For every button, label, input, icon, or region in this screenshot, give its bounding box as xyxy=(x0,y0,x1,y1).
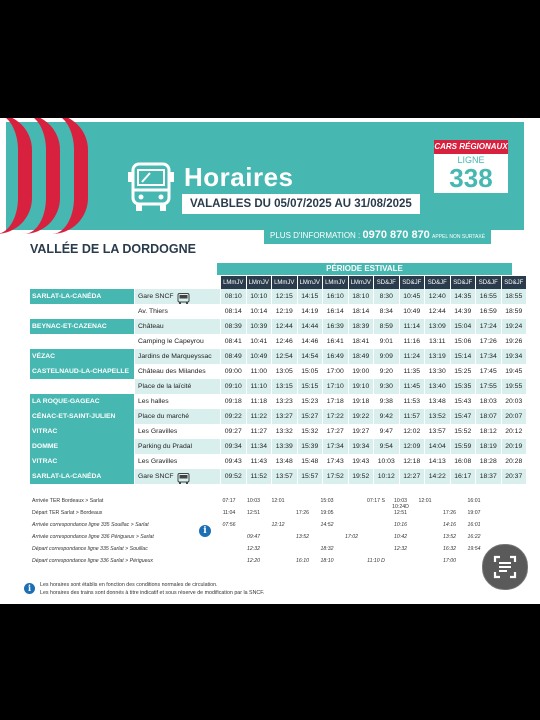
time-cell: 16:10 xyxy=(323,289,349,304)
time-cell: 15:43 xyxy=(450,394,476,409)
time-cell: 10:03 xyxy=(374,454,400,469)
table-row xyxy=(30,289,526,304)
info-icon: i xyxy=(199,525,211,537)
validity-mid: AU xyxy=(331,198,355,210)
time-cell: 11:00 xyxy=(246,364,272,379)
stop-cell xyxy=(135,454,221,469)
info-note: APPEL NON SURTAXÉ xyxy=(432,234,486,240)
time-cell: 18:49 xyxy=(348,349,374,364)
time-cell: 15:59 xyxy=(450,439,476,454)
time-cell: 19:45 xyxy=(501,364,526,379)
time-cell: 18:10 xyxy=(348,289,374,304)
connection-time: 09:47 xyxy=(247,534,260,540)
connection-time: 12:01 xyxy=(271,498,285,504)
time-cell: 13:52 xyxy=(425,409,451,424)
table-row xyxy=(30,364,526,379)
connection-time: 19:05 xyxy=(320,510,334,516)
stop-cell xyxy=(135,334,221,349)
time-cell: 15:39 xyxy=(297,439,323,454)
connection-time: 07:56 xyxy=(222,522,236,528)
time-cell: 17:34 xyxy=(476,349,502,364)
time-cell: 08:14 xyxy=(221,304,247,319)
time-cell: 17:43 xyxy=(323,454,349,469)
connection-time: 12:01 xyxy=(418,498,432,504)
connection-time: 16:01 xyxy=(467,522,481,528)
time-cell: 13:48 xyxy=(425,394,451,409)
connection-time: 17:26 xyxy=(443,510,456,516)
day-header: SD&JF xyxy=(450,276,476,289)
day-header: LMmJV xyxy=(323,276,349,289)
time-cell: 13:32 xyxy=(272,424,298,439)
time-cell: 19:34 xyxy=(348,439,374,454)
connection-time: 15:03 xyxy=(320,498,334,504)
time-cell: 11:14 xyxy=(399,319,425,334)
time-cell: 13:11 xyxy=(425,334,451,349)
stop-name: Parking du Pradal xyxy=(138,443,193,450)
city-label-empty xyxy=(30,304,135,319)
note-line: Les horaires sont établis en fonction des conditions normales de circulation. xyxy=(40,582,218,588)
connection-label: Départ correspondance ligne 335 Sarlat > Souillac xyxy=(32,546,148,552)
time-cell: 15:23 xyxy=(297,394,323,409)
time-cell: 11:27 xyxy=(246,424,272,439)
day-header: SD&JF xyxy=(476,276,502,289)
period-header: PÉRIODE ESTIVALE xyxy=(217,263,512,275)
connection-time: 10:42 xyxy=(394,534,407,540)
connection-time: 10:16 xyxy=(394,522,407,528)
time-cell: 15:15 xyxy=(297,379,323,394)
time-cell: 11:57 xyxy=(399,409,425,424)
time-cell: 15:25 xyxy=(450,364,476,379)
time-cell: 8:30 xyxy=(374,289,400,304)
time-cell: 16:49 xyxy=(323,349,349,364)
time-cell: 9:30 xyxy=(374,379,400,394)
time-cell: 09:43 xyxy=(221,454,247,469)
time-cell: 11:16 xyxy=(399,334,425,349)
connection-time: 18:32 xyxy=(320,546,334,552)
time-cell: 12:44 xyxy=(272,319,298,334)
time-cell: 17:45 xyxy=(476,364,502,379)
connection-time: 12:51 xyxy=(394,510,407,516)
cars-regionaux-label: CARS RÉGIONAUX xyxy=(434,140,508,154)
time-cell: 14:39 xyxy=(450,304,476,319)
table-row xyxy=(30,409,526,424)
connection-time: 11:04 xyxy=(222,510,236,516)
time-cell: 10:41 xyxy=(246,334,272,349)
connection-time: 17:26 xyxy=(296,510,309,516)
stop-name: Château des Milandes xyxy=(138,368,206,375)
time-cell: 13:39 xyxy=(272,439,298,454)
time-cell: 17:24 xyxy=(476,319,502,334)
time-cell: 10:49 xyxy=(399,304,425,319)
time-cell: 14:22 xyxy=(425,469,451,484)
time-cell: 14:44 xyxy=(297,319,323,334)
time-cell: 16:14 xyxy=(323,304,349,319)
route-name: VALLÉE DE LA DORDOGNE xyxy=(30,242,196,256)
info-label: PLUS D'INFORMATION : xyxy=(270,231,361,240)
time-cell: 12:27 xyxy=(399,469,425,484)
time-cell: 12:18 xyxy=(399,454,425,469)
city-label: SARLAT-LA-CANÉDA xyxy=(30,289,135,304)
time-cell: 15:57 xyxy=(297,469,323,484)
connection-label: Départ correspondance ligne 336 Sarlat > Périgueux xyxy=(32,558,153,564)
time-cell: 09:18 xyxy=(221,394,247,409)
time-cell: 13:48 xyxy=(272,454,298,469)
time-cell: 09:00 xyxy=(221,364,247,379)
time-cell: 08:41 xyxy=(221,334,247,349)
city-label: SARLAT-LA-CANÉDA xyxy=(30,469,135,484)
city-label: CASTELNAUD-LA-CHAPELLE xyxy=(30,364,135,379)
time-cell: 12:44 xyxy=(425,304,451,319)
time-cell: 09:22 xyxy=(221,409,247,424)
time-cell: 15:05 xyxy=(297,364,323,379)
time-cell: 11:24 xyxy=(399,349,425,364)
validity-period xyxy=(182,194,420,214)
time-cell: 13:23 xyxy=(272,394,298,409)
city-label: VITRAC xyxy=(30,454,135,469)
time-cell: 11:35 xyxy=(399,364,425,379)
time-cell: 10:14 xyxy=(246,304,272,319)
time-cell: 09:27 xyxy=(221,424,247,439)
time-cell: 13:57 xyxy=(272,469,298,484)
day-header: LMmJV xyxy=(246,276,272,289)
day-header: LMmJV xyxy=(272,276,298,289)
connection-time: 12:20 xyxy=(247,558,260,564)
day-header: SD&JF xyxy=(399,276,425,289)
city-label: VÉZAC xyxy=(30,349,135,364)
time-cell: 15:47 xyxy=(450,409,476,424)
table-row xyxy=(30,334,526,349)
info-contact xyxy=(264,226,491,244)
bus-icon xyxy=(177,473,190,484)
time-cell: 09:10 xyxy=(221,379,247,394)
time-cell: 18:14 xyxy=(348,304,374,319)
stop-name: Jardins de Marqueyssac xyxy=(138,353,212,360)
time-cell: 12:19 xyxy=(272,304,298,319)
time-cell: 13:30 xyxy=(425,364,451,379)
stop-name: Gare SNCF xyxy=(138,473,174,480)
time-cell: 16:55 xyxy=(476,289,502,304)
time-cell: 11:52 xyxy=(246,469,272,484)
stop-cell xyxy=(135,364,221,379)
connection-time: 13:52 xyxy=(443,534,456,540)
city-label: BEYNAC-ET-CAZENAC xyxy=(30,319,135,334)
time-cell: 14:54 xyxy=(297,349,323,364)
time-cell: 13:27 xyxy=(272,409,298,424)
connection-time: 14:16 xyxy=(443,522,456,528)
time-cell: 18:12 xyxy=(476,424,502,439)
time-cell: 8:34 xyxy=(374,304,400,319)
time-cell: 19:55 xyxy=(501,379,526,394)
time-cell: 17:26 xyxy=(476,334,502,349)
stop-cell xyxy=(135,424,221,439)
day-header: SD&JF xyxy=(425,276,451,289)
connection-time: 16:22 xyxy=(467,534,481,540)
city-label-empty xyxy=(30,379,135,394)
time-cell: 9:54 xyxy=(374,439,400,454)
ligne-label: LIGNE xyxy=(457,155,485,165)
time-cell: 11:43 xyxy=(246,454,272,469)
time-cell: 14:13 xyxy=(425,454,451,469)
time-cell: 12:09 xyxy=(399,439,425,454)
info-icon: i xyxy=(24,583,35,594)
time-cell: 18:41 xyxy=(348,334,374,349)
scan-text-icon xyxy=(483,545,527,589)
time-cell: 11:18 xyxy=(246,394,272,409)
line-badge xyxy=(434,140,508,193)
time-cell: 9:20 xyxy=(374,364,400,379)
time-cell: 15:04 xyxy=(450,319,476,334)
time-cell: 8:59 xyxy=(374,319,400,334)
validity-prefix: VALABLES DU xyxy=(190,198,275,210)
time-cell: 14:15 xyxy=(297,289,323,304)
table-row xyxy=(30,439,526,454)
time-cell: 10:45 xyxy=(399,289,425,304)
time-cell: 15:52 xyxy=(450,424,476,439)
time-cell: 11:22 xyxy=(246,409,272,424)
time-cell: 19:27 xyxy=(348,424,374,439)
table-row xyxy=(30,379,526,394)
time-cell: 18:07 xyxy=(476,409,502,424)
time-cell: 09:34 xyxy=(221,439,247,454)
time-cell: 19:22 xyxy=(348,409,374,424)
stop-name: Les Gravilles xyxy=(138,428,178,435)
day-header: LMmJV xyxy=(297,276,323,289)
connection-time: 12:51 xyxy=(247,510,260,516)
table-row xyxy=(30,454,526,469)
bus-icon xyxy=(177,293,190,304)
stop-name: Place de la laïcité xyxy=(138,383,192,390)
city-label-empty xyxy=(30,334,135,349)
time-cell: 20:12 xyxy=(501,424,526,439)
table-row xyxy=(30,304,526,319)
time-cell: 9:09 xyxy=(374,349,400,364)
connection-time: 19:54 xyxy=(467,546,481,552)
time-cell: 18:37 xyxy=(476,469,502,484)
time-cell: 18:55 xyxy=(501,289,526,304)
time-cell: 15:48 xyxy=(297,454,323,469)
time-cell: 19:34 xyxy=(501,349,526,364)
time-cell: 17:27 xyxy=(323,424,349,439)
time-cell: 20:37 xyxy=(501,469,526,484)
timetable-page xyxy=(0,118,540,604)
connection-label: Départ TER Sarlat > Bordeaux xyxy=(32,510,103,516)
table-row xyxy=(30,349,526,364)
time-cell: 19:18 xyxy=(348,394,374,409)
scan-text-button[interactable] xyxy=(482,544,528,590)
valid-to-date: 31/08/2025 xyxy=(354,198,412,210)
time-cell: 10:10 xyxy=(246,289,272,304)
time-cell: 14:04 xyxy=(425,439,451,454)
connection-time: 07:17 S xyxy=(367,498,385,504)
time-cell: 17:55 xyxy=(476,379,502,394)
connection-time: 17:00 xyxy=(443,558,456,564)
time-cell: 12:02 xyxy=(399,424,425,439)
time-cell: 14:46 xyxy=(297,334,323,349)
stop-cell xyxy=(135,304,221,319)
connection-time: 16:10 xyxy=(296,558,309,564)
time-cell: 08:39 xyxy=(221,319,247,334)
time-cell: 13:57 xyxy=(425,424,451,439)
time-cell: 14:19 xyxy=(297,304,323,319)
time-cell: 10:39 xyxy=(246,319,272,334)
time-cell: 20:19 xyxy=(501,439,526,454)
time-cell: 18:59 xyxy=(501,304,526,319)
time-cell: 13:19 xyxy=(425,349,451,364)
time-cell: 17:34 xyxy=(323,439,349,454)
stop-name: Les Gravilles xyxy=(138,458,178,465)
day-header: SD&JF xyxy=(501,276,526,289)
time-cell: 11:45 xyxy=(399,379,425,394)
table-row xyxy=(30,424,526,439)
time-cell: 9:42 xyxy=(374,409,400,424)
valid-from-date: 05/07/2025 xyxy=(274,198,332,210)
time-cell: 08:10 xyxy=(221,289,247,304)
connection-time: 10:03 10:24D xyxy=(392,498,409,510)
time-cell: 17:00 xyxy=(323,364,349,379)
stop-name: Place du marché xyxy=(138,413,190,420)
time-cell: 9:01 xyxy=(374,334,400,349)
time-cell: 17:22 xyxy=(323,409,349,424)
stop-cell xyxy=(135,394,221,409)
time-cell: 19:10 xyxy=(348,379,374,394)
connection-time: 16:01 xyxy=(467,498,481,504)
connection-time: 13:52 xyxy=(296,534,309,540)
time-cell: 9:38 xyxy=(374,394,400,409)
time-cell: 19:00 xyxy=(348,364,374,379)
time-cell: 20:07 xyxy=(501,409,526,424)
time-cell: 11:53 xyxy=(399,394,425,409)
time-cell: 12:40 xyxy=(425,289,451,304)
time-cell: 20:28 xyxy=(501,454,526,469)
stop-cell xyxy=(135,469,221,484)
time-cell: 12:54 xyxy=(272,349,298,364)
time-cell: 13:09 xyxy=(425,319,451,334)
time-cell: 11:34 xyxy=(246,439,272,454)
time-cell: 20:03 xyxy=(501,394,526,409)
connection-time: 10:03 xyxy=(247,498,260,504)
info-phone[interactable]: 0970 870 870 xyxy=(362,229,430,241)
connection-time: 16:32 xyxy=(443,546,456,552)
stop-name: Les halles xyxy=(138,398,169,405)
stop-cell xyxy=(135,349,221,364)
city-label: DOMME xyxy=(30,439,135,454)
time-cell: 17:10 xyxy=(323,379,349,394)
time-cell: 18:03 xyxy=(476,394,502,409)
time-cell: 17:18 xyxy=(323,394,349,409)
line-number: 338 xyxy=(449,163,493,193)
table-row xyxy=(30,469,526,484)
time-cell: 18:39 xyxy=(348,319,374,334)
connection-time: 07:17 xyxy=(222,498,236,504)
time-cell: 16:39 xyxy=(323,319,349,334)
day-header: LMmJV xyxy=(221,276,247,289)
connection-label: Arrivée correspondance ligne 335 Souillac > Sarlat xyxy=(32,522,149,528)
stop-cell xyxy=(135,379,221,394)
time-cell: 15:35 xyxy=(450,379,476,394)
city-label: CÉNAC-ET-SAINT-JULIEN xyxy=(30,409,135,424)
connection-label: Arrivée correspondance ligne 336 Périgueux > Sarlat xyxy=(32,534,154,540)
timetable xyxy=(30,276,526,484)
time-cell: 16:41 xyxy=(323,334,349,349)
time-cell: 15:06 xyxy=(450,334,476,349)
time-cell: 08:49 xyxy=(221,349,247,364)
decor-stripe xyxy=(52,118,88,234)
time-cell: 15:32 xyxy=(297,424,323,439)
time-cell: 10:49 xyxy=(246,349,272,364)
time-cell: 12:46 xyxy=(272,334,298,349)
stop-cell xyxy=(135,439,221,454)
connection-time: 18:10 xyxy=(320,558,334,564)
time-cell: 19:43 xyxy=(348,454,374,469)
city-label: LA ROQUE-GAGEAC xyxy=(30,394,135,409)
connection-time: 14:52 xyxy=(320,522,334,528)
table-row xyxy=(30,394,526,409)
time-cell: 14:35 xyxy=(450,289,476,304)
time-cell: 19:52 xyxy=(348,469,374,484)
time-cell: 13:15 xyxy=(272,379,298,394)
day-header: LMmJV xyxy=(348,276,374,289)
time-cell: 13:05 xyxy=(272,364,298,379)
stop-name: Château xyxy=(138,323,164,330)
connection-time: 12:12 xyxy=(271,522,285,528)
time-cell: 10:12 xyxy=(374,469,400,484)
stop-cell xyxy=(135,409,221,424)
time-cell: 17:52 xyxy=(323,469,349,484)
stop-name: Av. Thiers xyxy=(138,308,168,315)
connection-label: Arrivée TER Bordeaux > Sarlat xyxy=(32,498,104,504)
time-cell: 19:26 xyxy=(501,334,526,349)
table-row xyxy=(30,319,526,334)
connection-time: 12:32 xyxy=(247,546,260,552)
time-cell: 15:27 xyxy=(297,409,323,424)
stop-cell xyxy=(135,319,221,334)
bus-icon xyxy=(128,160,174,214)
time-cell: 18:19 xyxy=(476,439,502,454)
time-cell: 18:28 xyxy=(476,454,502,469)
time-cell: 16:17 xyxy=(450,469,476,484)
connection-time: 19:07 xyxy=(467,510,481,516)
time-cell: 9:47 xyxy=(374,424,400,439)
time-cell: 15:14 xyxy=(450,349,476,364)
time-cell: 09:52 xyxy=(221,469,247,484)
connection-time: 12:32 xyxy=(394,546,407,552)
time-cell: 11:10 xyxy=(246,379,272,394)
time-cell: 16:59 xyxy=(476,304,502,319)
time-cell: 19:24 xyxy=(501,319,526,334)
stop-name: Camping le Capeyrou xyxy=(138,338,204,345)
time-cell: 13:40 xyxy=(425,379,451,394)
stop-cell xyxy=(135,289,221,304)
header-banner xyxy=(6,122,524,230)
city-label: VITRAC xyxy=(30,424,135,439)
note-line: Les horaires des trains sont donnés à titre indicatif et sous réserve de modification par la SNCF. xyxy=(40,590,265,596)
connection-time: 17:02 xyxy=(345,534,358,540)
time-cell: 16:08 xyxy=(450,454,476,469)
stop-name: Gare SNCF xyxy=(138,293,174,300)
time-cell: 12:15 xyxy=(272,289,298,304)
connection-time: 11:10 D xyxy=(367,558,385,564)
page-title: Horaires xyxy=(184,162,294,192)
day-header: SD&JF xyxy=(374,276,400,289)
